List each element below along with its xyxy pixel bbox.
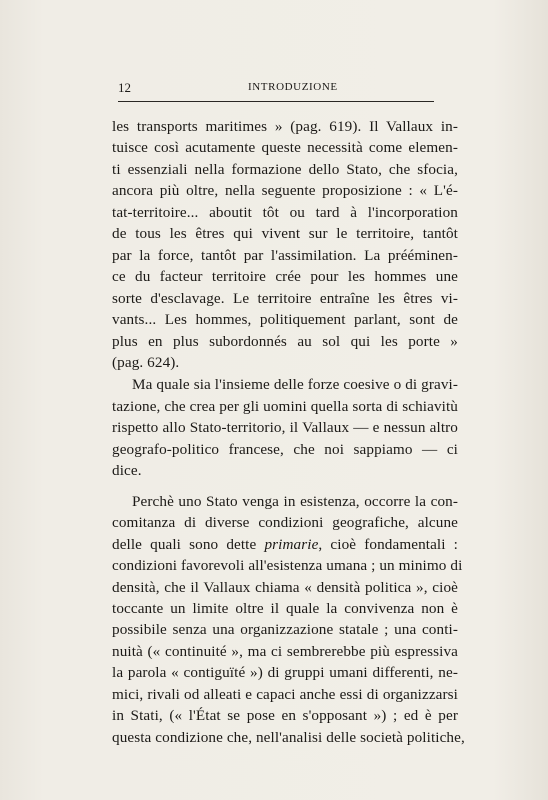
text-line: tazione, che crea per gli uomini quella sorta di schiavitù <box>112 397 458 415</box>
text-line: ce du facteur territoire crée pour les hommes une <box>112 268 458 286</box>
paragraph <box>112 116 458 373</box>
page-number: 12 <box>118 80 131 95</box>
paragraph <box>112 374 458 481</box>
text-line: mici, rivali od alleati e capaci anche essi di organizzarsi <box>112 685 458 703</box>
text-line: in Stati, (« l'État se pose en s'opposant ») ; ed è per <box>112 707 458 725</box>
text-line: toccante un limite oltre il quale la convivenza non è <box>112 599 458 617</box>
text-line: de tous les êtres qui vivent sur le territoire, tantôt <box>112 225 458 243</box>
text-line: dice. <box>112 462 142 480</box>
text-line: ti essenziali nella formazione dello Stato, che sfocia, <box>112 160 458 178</box>
header-rule <box>118 101 434 102</box>
paragraph <box>112 491 465 748</box>
text-line: questa condizione che, nell'analisi delle società politiche, <box>112 728 465 746</box>
text-line: geografo-politico francese, che noi sappiamo — ci <box>112 440 458 458</box>
text-line: Ma quale sia l'insieme delle forze coesive o di gravi- <box>132 376 458 394</box>
text-line: plus en plus subordonnés au sol qui les porte » <box>112 332 458 350</box>
text-line: les transports maritimes » (pag. 619). Il Vallaux in- <box>112 118 458 135</box>
text-line: tuisce così acutamente queste necessità come elemen- <box>112 139 458 157</box>
emphasized-term: primarie <box>264 535 319 553</box>
page-header <box>118 80 434 100</box>
text-line: sorte d'esclavage. Le territoire entraîne les êtres vi- <box>112 289 458 307</box>
text-line: Perchè uno Stato venga in esistenza, occorre la con- <box>132 492 458 510</box>
text-line: par la force, tantôt par l'assimilation. La prééminen- <box>112 246 458 264</box>
text-line: vants... Les hommes, politiquement parlant, sont de <box>112 311 458 329</box>
text-line: nuità (« continuité », ma ci sembrerebbe più espressiva <box>112 642 458 660</box>
text-line: comitanza di diverse condizioni geografiche, alcune <box>112 514 458 532</box>
text-run: , cioè fondamentali : <box>318 535 459 553</box>
text-line: tat-territoire... aboutit tôt ou tard à l'incorporation <box>112 203 458 221</box>
body-text <box>112 116 465 748</box>
text-line: condizioni favorevoli all'esistenza umana ; un minimo di <box>112 557 463 575</box>
text-line: densità, che il Vallaux chiama « densità politica », cioè <box>112 578 458 596</box>
text-line: ancora più oltre, nella seguente proposizione : « L'é- <box>112 182 458 200</box>
text-line: rispetto allo Stato-territorio, il Vallaux — e nessun altro <box>112 419 458 437</box>
text-run: delle quali sono dette <box>112 535 265 553</box>
text-line: (pag. 624). <box>112 353 180 371</box>
running-title: INTRODUZIONE <box>248 81 338 93</box>
text-line: la parola « contiguïté ») di gruppi umani differenti, ne- <box>112 664 458 682</box>
text-line <box>112 534 458 555</box>
text-line: possibile senza una organizzazione statale ; una conti- <box>112 621 458 639</box>
